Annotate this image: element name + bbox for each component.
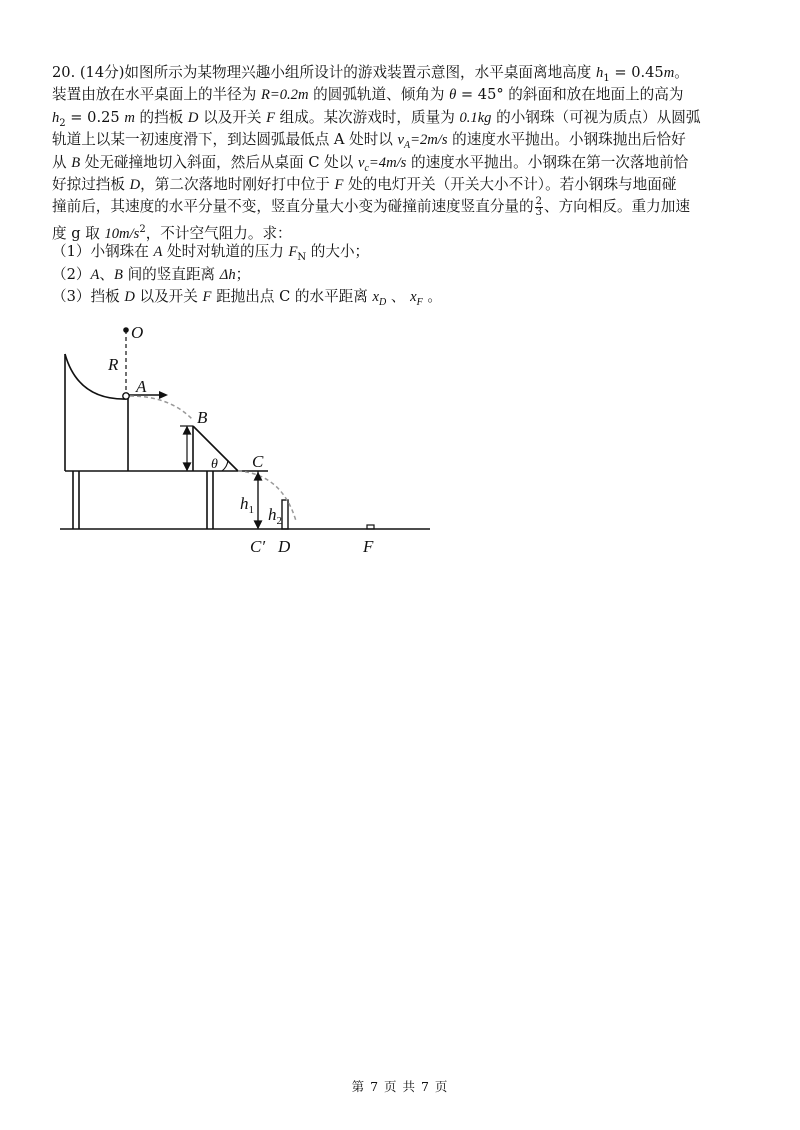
problem-line: 轨道上以某一初速度滑下，到达圆弧最低点 A 处时以 $v_A=2m/s$ 的速度水平抛出。小钢珠抛出后恰好 [52, 131, 686, 152]
center-o [123, 327, 129, 333]
trajectory-ab [130, 396, 193, 420]
barrier-d [282, 500, 288, 529]
problem-line: （3）挡板 D 以及开关 F 距抛出点 C 的水平距离 $x_D$ 、 $x_F$ 。 [52, 287, 442, 308]
page-footer: 第 7 页 共 7 页 [351, 1079, 449, 1094]
label-h1: $h_1$ [240, 494, 254, 516]
problem-line: （1）小钢珠在 A 处时对轨道的压力 $F_N$ 的大小； [52, 243, 370, 264]
problem-line: 装置由放在水平桌面上的半径为 R=0.2m 的圆弧轨道、倾角为 θ = 45° 的斜面和放在地面上的高为 [52, 86, 684, 104]
problem-line: 度 g 取 $10m/s^2$，不计空气阻力。求： [52, 223, 292, 242]
problem-line: （2）A、B 间的竖直距离 Δh； [52, 265, 251, 283]
ball-a [123, 393, 129, 399]
label-h2: $h_2$ [268, 505, 282, 527]
label-c-prime: C′ [250, 537, 266, 556]
label-d: D [278, 537, 291, 556]
problem-line: 从 B 处无碰撞地切入斜面，然后从桌面 C 处以 $v_c=4m/s$ 的速度水平抛出。小钢珠在第一次落地前恰 [52, 153, 689, 174]
label-f: F [363, 537, 374, 556]
label-a: A [136, 377, 147, 396]
fraction: $\frac{2}{3}$ [535, 195, 542, 218]
label-c: C [252, 452, 264, 471]
switch-f [367, 525, 374, 529]
problem-line: 撞前后，其速度的水平分量不变，竖直分量大小变为碰撞前速度竖直分量的 $\frac{2}{3}$ 、方向相反。重力加速 [52, 195, 690, 218]
label-theta: θ [211, 457, 218, 472]
label-r: R [108, 355, 119, 374]
game-device-figure [60, 318, 440, 568]
problem-line: $h_2 = 0.25$ m 的挡板 D 以及开关 F 组成。某次游戏时，质量为 0.1kg 的小钢珠（可视为质点）从圆弧 [52, 108, 701, 129]
label-b: B [197, 408, 208, 427]
problem-line: 20. (14分)如图所示为某物理兴趣小组所设计的游戏装置示意图，水平桌面离地高度 $h_1 = 0.45m$。 [52, 64, 689, 84]
figure-svg [60, 318, 440, 568]
problem-text [52, 62, 752, 308]
label-o: O [131, 323, 144, 342]
problem-line: 好掠过挡板 D，第二次落地时刚好打中位于 F 处的电灯开关（开关大小不计）。若小钢珠与地面碰 [52, 175, 677, 193]
